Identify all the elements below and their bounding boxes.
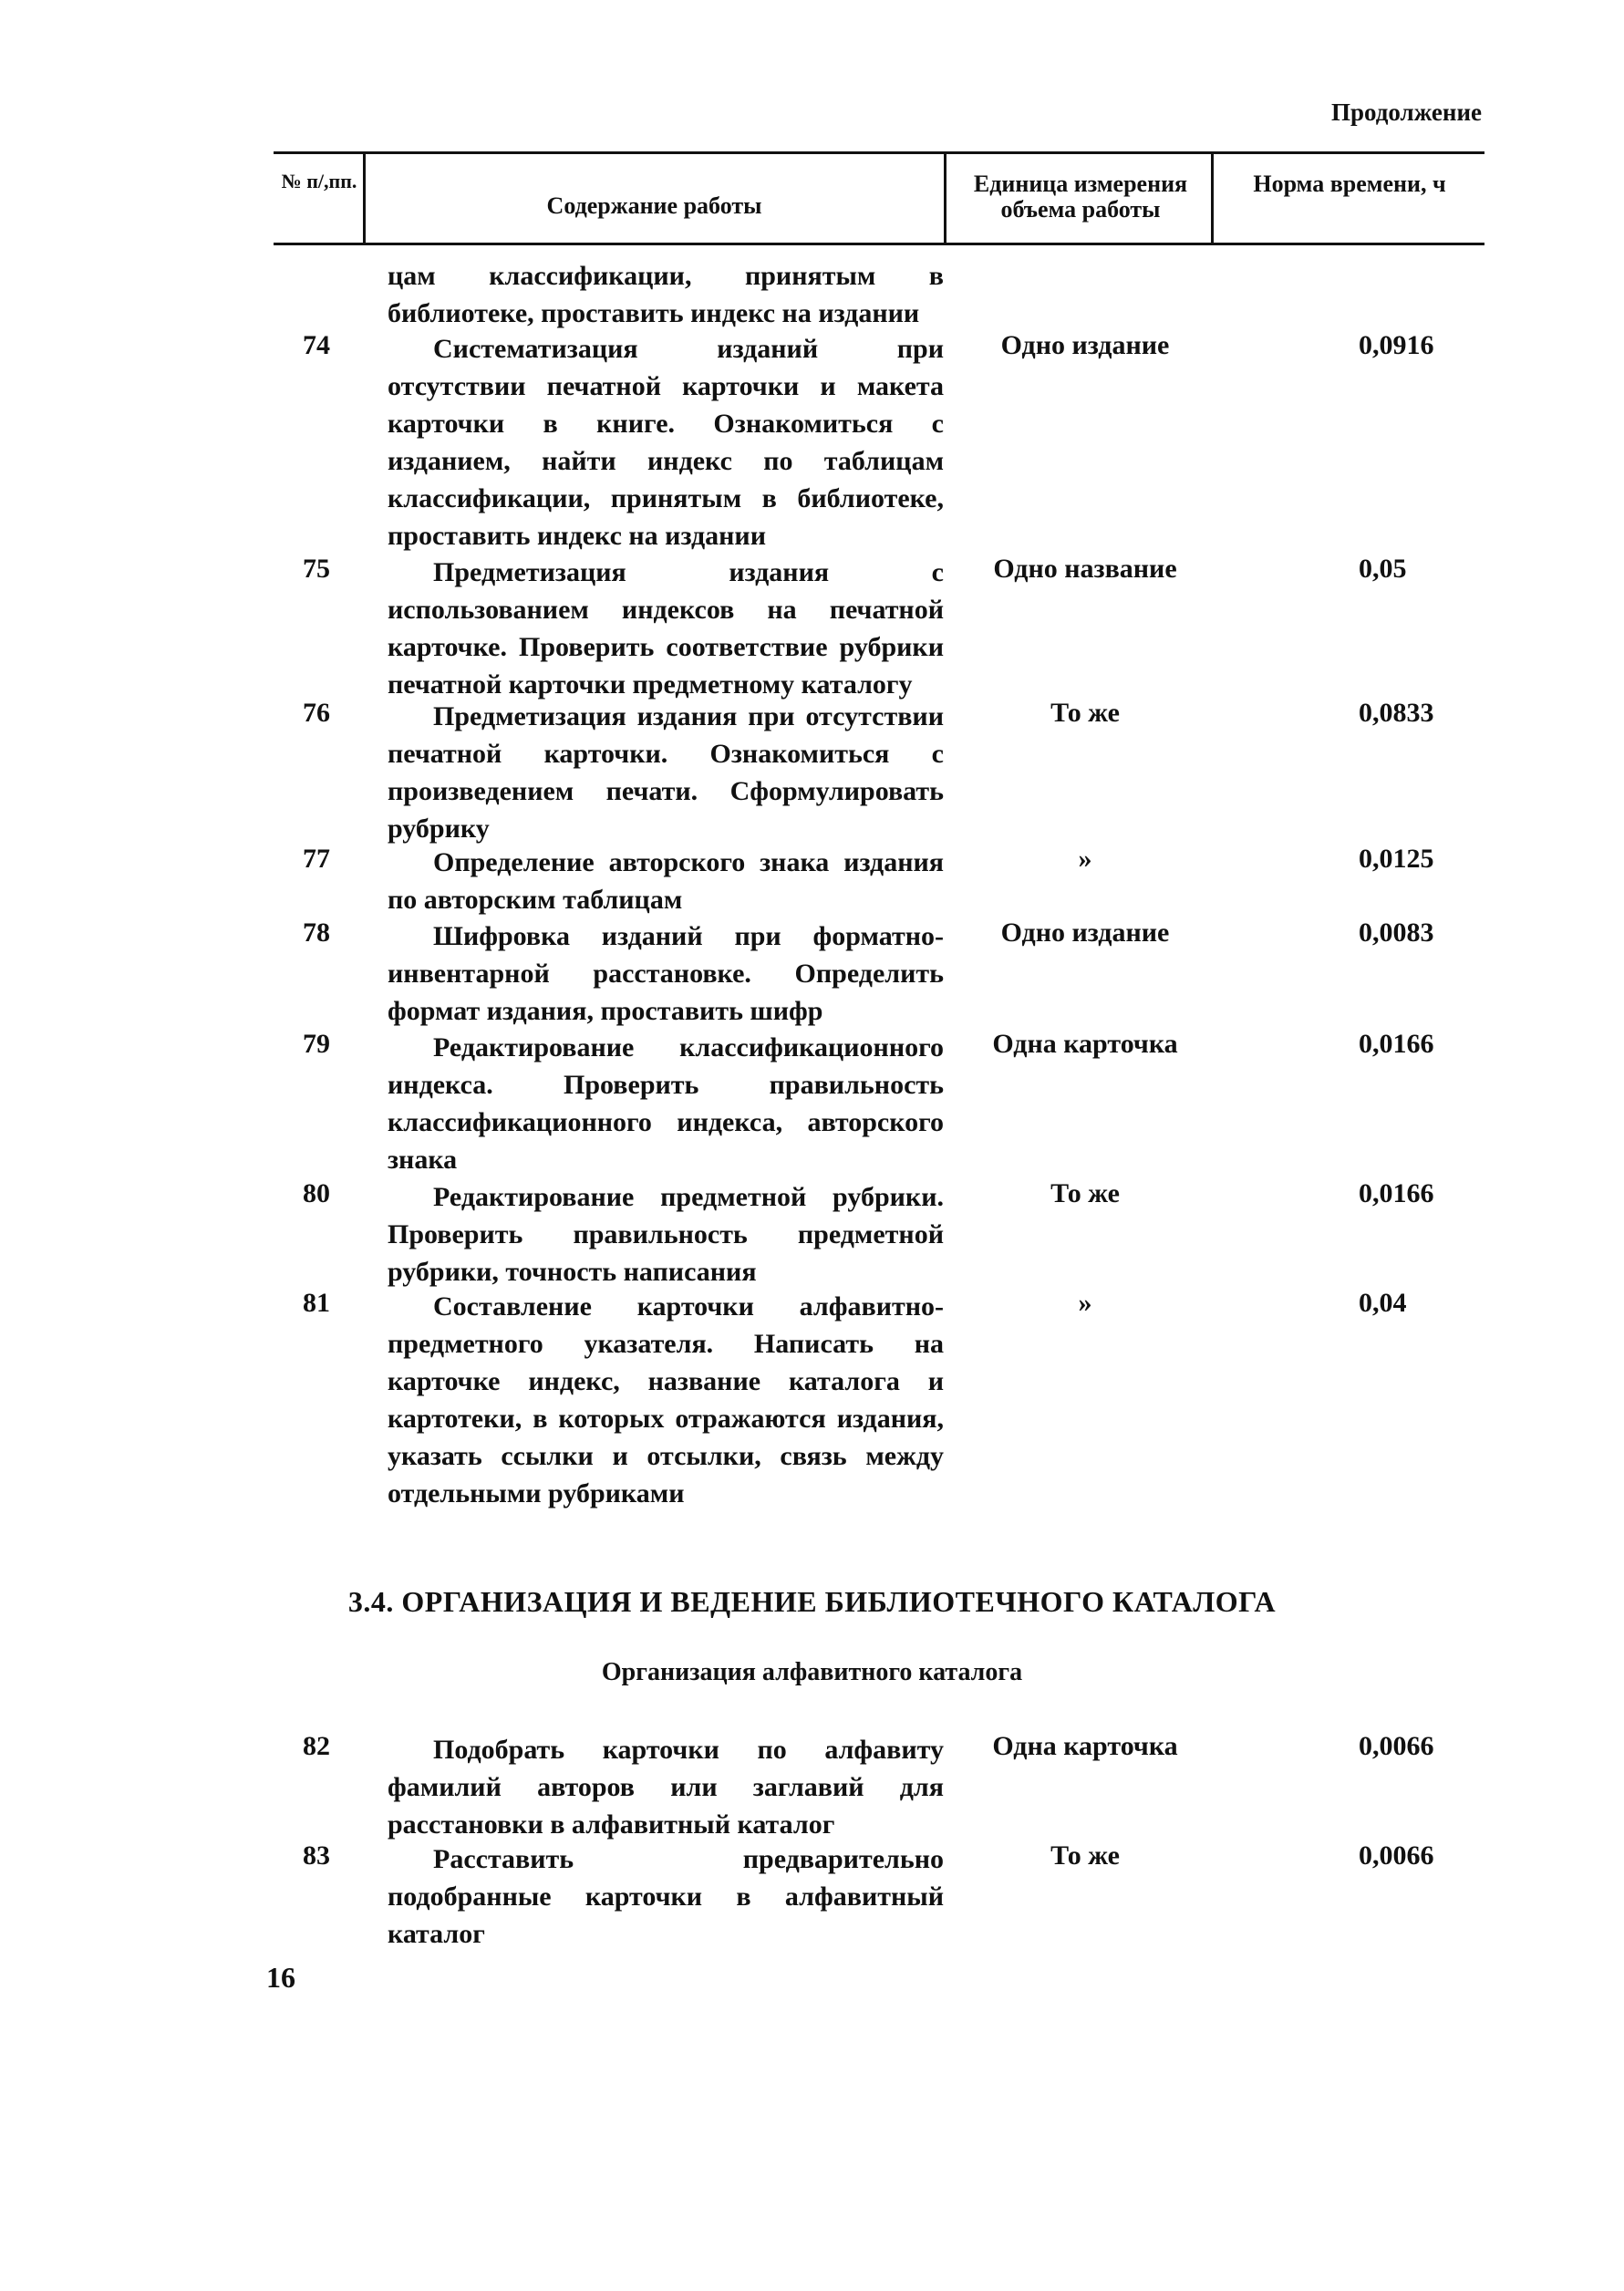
row-number: 76 xyxy=(303,698,330,728)
page-number: 16 xyxy=(266,1961,295,1994)
row-description: Редактирование предметной рубрики. Проверить правильность предметной рубрики, точность написания xyxy=(388,1182,944,1287)
row-number: 83 xyxy=(303,1840,330,1871)
row-unit: То же xyxy=(1050,1840,1120,1871)
subsection-title: Организация алфавитного каталога xyxy=(601,1658,1023,1686)
row-norm: 0,0125 xyxy=(1359,844,1434,874)
column-divider-2 xyxy=(944,151,946,244)
row-number: 80 xyxy=(303,1178,330,1208)
row-unit: Одно издание xyxy=(1000,917,1170,948)
row-norm: 0,0083 xyxy=(1359,917,1434,948)
row-number: 74 xyxy=(303,330,330,360)
row-description: Предметизация издания с использованием индексов на печатной карточке. Проверить соответствие рубрики печатной карточки предметному каталогу xyxy=(388,557,944,700)
section-title: 3.4. ОРГАНИЗАЦИЯ И ВЕДЕНИЕ БИБЛИОТЕЧНОГО КАТАЛОГА xyxy=(347,1585,1277,1618)
row-unit: » xyxy=(1078,844,1092,874)
row-norm: 0,0066 xyxy=(1359,1731,1434,1761)
header-unit: Единица измерения объема работы xyxy=(973,171,1188,223)
column-divider-3 xyxy=(1211,151,1214,244)
row-number: 75 xyxy=(303,554,330,584)
row-unit: Одно название xyxy=(993,554,1177,584)
row-number: 81 xyxy=(303,1288,330,1318)
row-number: 77 xyxy=(303,844,330,874)
row-norm: 0,0166 xyxy=(1359,1029,1434,1059)
row-number: 82 xyxy=(303,1731,330,1761)
row-unit: То же xyxy=(1050,1178,1120,1208)
row-number: 78 xyxy=(303,917,330,948)
table-header-top-rule xyxy=(274,151,1484,154)
row-unit: Одна карточка xyxy=(992,1029,1178,1059)
row-description: Предметизация издания при отсутствии печатной карточки. Ознакомиться с произведением печати. Сформулировать рубрику xyxy=(388,701,944,844)
table-header-bottom-rule xyxy=(274,243,1484,245)
row-description: Редактирование классификационного индекса. Проверить правильность классификационного индекса, авторского знака xyxy=(388,1032,944,1175)
continuation-text: цам классификации, принятым в библиотеке, проставить индекс на издании xyxy=(388,261,944,328)
row-norm: 0,0916 xyxy=(1359,330,1434,360)
row-description: Расставить предварительно подобранные карточки в алфавитный каталог xyxy=(388,1844,944,1949)
row-norm: 0,0833 xyxy=(1359,698,1434,728)
row-unit: То же xyxy=(1050,698,1120,728)
row-description: Шифровка изданий при форматно-инвентарной расстановке. Определить формат издания, проставить шифр xyxy=(388,921,944,1026)
header-content: Содержание работы xyxy=(546,192,762,219)
row-norm: 0,04 xyxy=(1359,1288,1407,1318)
header-norm: Норма времени, ч xyxy=(1253,171,1446,197)
header-num: № п/,пп. xyxy=(281,170,357,192)
continued-label: Продолжение xyxy=(1331,98,1482,126)
row-description: Систематизация изданий при отсутствии печатной карточки и макета карточки в книге. Ознакомиться с изданием, найти индекс по таблицам классификации, принятым в библиотеке, проставить индекс на издании xyxy=(388,334,944,551)
row-unit: Одна карточка xyxy=(992,1731,1178,1761)
row-description: Определение авторского знака издания по авторским таблицам xyxy=(388,847,944,915)
row-unit: » xyxy=(1078,1288,1092,1318)
row-number: 79 xyxy=(303,1029,330,1059)
row-description: Составление карточки алфавитно-предметного указателя. Написать на карточке индекс, название каталога и картотеки, в которых отражаются издания, указать ссылки и отсылки, связь между отдельными рубриками xyxy=(388,1291,944,1508)
row-description: Подобрать карточки по алфавиту фамилий авторов или заглавий для расстановки в алфавитный каталог xyxy=(388,1735,944,1840)
row-norm: 0,05 xyxy=(1359,554,1407,584)
row-norm: 0,0066 xyxy=(1359,1840,1434,1871)
row-unit: Одно издание xyxy=(1000,330,1170,360)
row-norm: 0,0166 xyxy=(1359,1178,1434,1208)
column-divider-1 xyxy=(363,151,366,244)
